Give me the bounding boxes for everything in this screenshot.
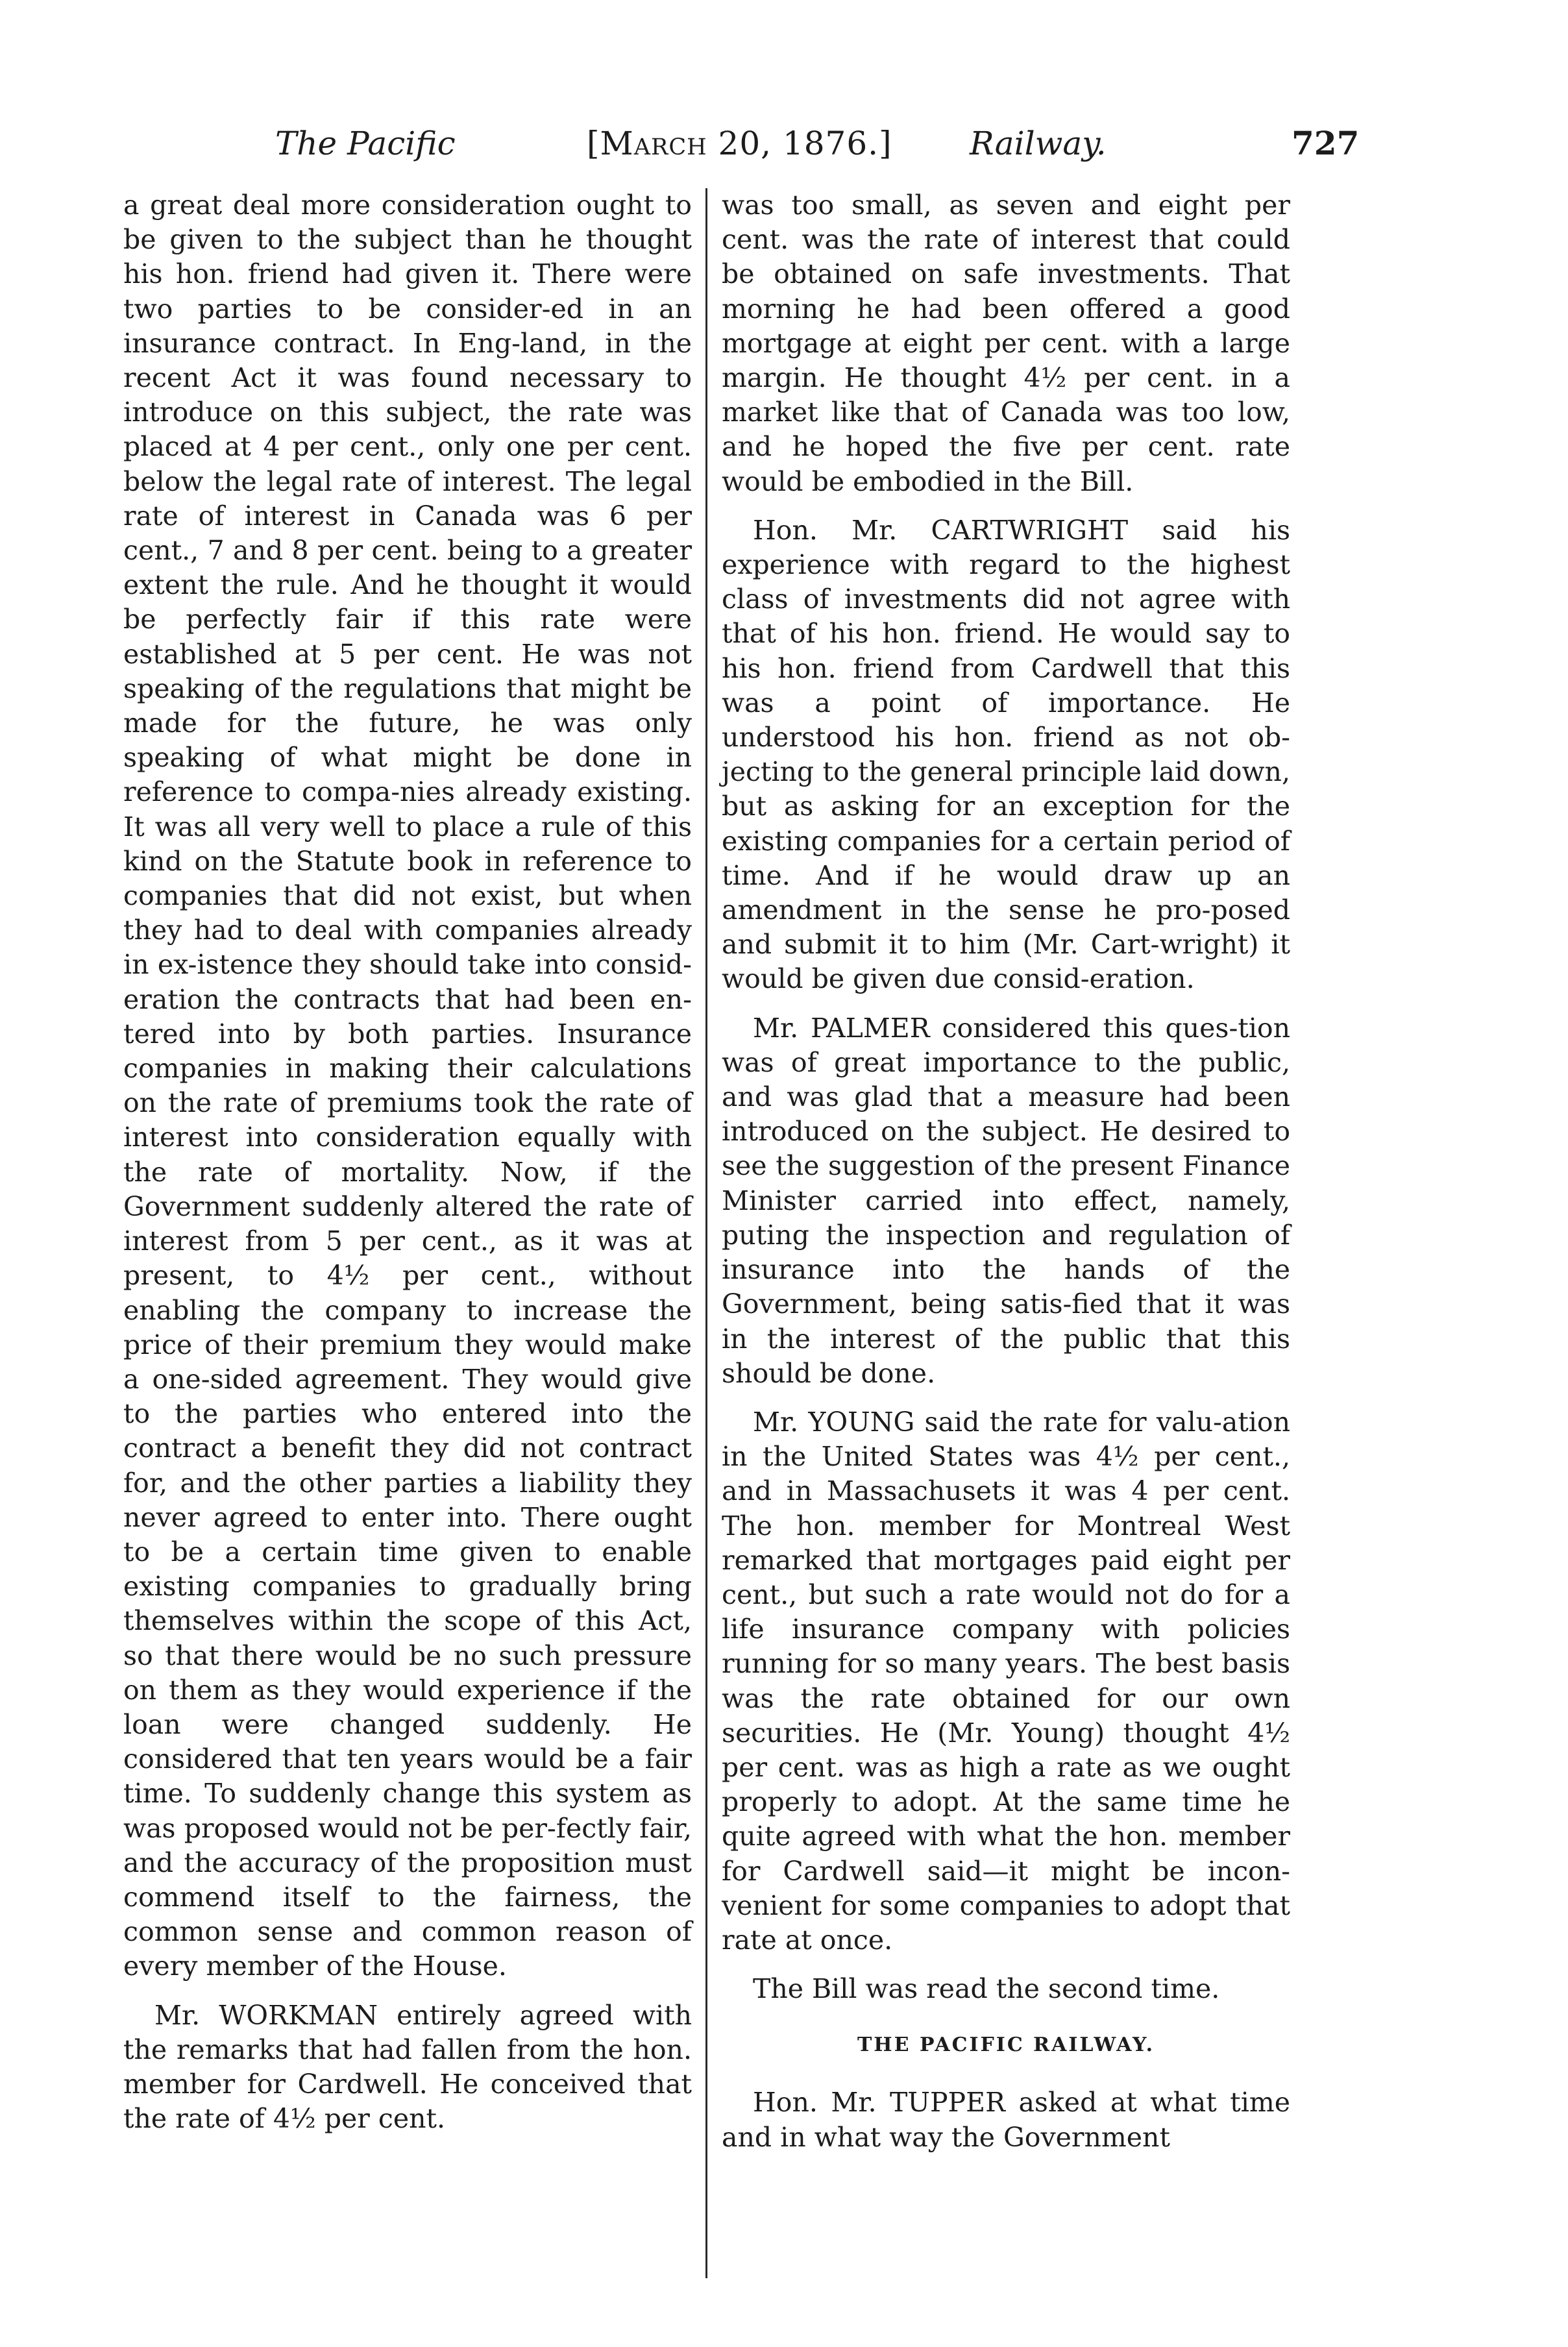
- header-date: [March 20, 1876.]: [587, 125, 892, 162]
- section-heading: THE PACIFIC RAILWAY.: [857, 2034, 1155, 2057]
- header-left-title: The Pacific: [275, 125, 456, 162]
- paragraph-continued-speech: a great deal more consideration ought to be given to the subject than he thought his hon. friend had given it. There were two parties to be consider-ed in an insurance contract. In Eng-land, in the recent Act it was found necessary to introduce on this subject, the rate was placed at 4 per cent., only one per cent. below the legal rate of interest. The legal rate of interest in Canada was 6 per cent., 7 and 8 per cent. being to a greater extent the rule. And he thought it would be perfectly fair if this rate were established at 5 per cent. He was not speaking of the regulations that might be made for the future, he was only speaking of what might be done in reference to compa-nies already existing. It was all very well to place a rule of this kind on the Statute book in reference to companies that did not exist, but when they had to deal with companies already in ex-istence they should take into consid-eration the contracts that had been en-tered into by both parties. Insurance companies in making their calculations on the rate of premiums took the rate of interest into consideration equally with the rate of mortality. Now, if the Government suddenly altered the rate of interest from 5 per cent., as it was at present, to 4½ per cent., without enabling the company to increase the price of their premium they would make a one-sided agreement. They would give to the parties who entered into the contract a benefit they did not contract for, and the other parties a liability they never agreed to enter into. There ought to be a certain time given to enable existing companies to gradually bring themselves within the scope of this Act, so that there would be no such pressure on them as they would experience if the loan were changed suddenly. He considered that ten years would be a fair time. To suddenly change this system as was proposed would not be per-fectly fair, and the accuracy of the proposition must commend itself to the fairness, the common sense and common reason of every member of the House.: [123, 190, 692, 1982]
- right-column: [722, 188, 1290, 2169]
- paragraph-second-reading: The Bill was read the second time.: [753, 1973, 1220, 2005]
- running-header: [0, 114, 1568, 173]
- paragraph-cartwright: Hon. Mr. CARTWRIGHT said his experience with regard to the highest class of investments did not agree with that of his hon. friend. He would say to his hon. friend from Cardwell that this was a point of importance. He understood his hon. friend as not ob-jecting to the general principle laid down, but as asking for an exception for the existing companies for a certain period of time. And if he would draw up an amendment in the sense he pro-posed and submit it to him (Mr. Cart-wright) it would be given due consid-eration.: [722, 514, 1290, 995]
- paragraph-young: Mr. YOUNG said the rate for valu-ation in the United States was 4½ per cent., and in Massachusets it was 4 per cent. The hon. member for Montreal West remarked that mortgages paid eight per cent., but such a rate would not do for a life insurance company with policies running for so many years. The best basis was the rate obtained for our own securities. He (Mr. Young) thought 4½ per cent. was as high a rate as we ought properly to adopt. At the same time he quite agreed with what the hon. member for Cardwell said—it might be incon-venient for some companies to adopt that rate at once.: [722, 1406, 1290, 1956]
- column-divider: [705, 188, 707, 2278]
- page-number: 727: [1292, 124, 1360, 162]
- paragraph-workman-continued: was too small, as seven and eight per cent. was the rate of interest that could be obtained on safe investments. That morning he had been offered a good mortgage at eight per cent. with a large margin. He thought 4½ per cent. in a market like that of Canada was too low, and he hoped the five per cent. rate would be embodied in the Bill.: [722, 190, 1290, 497]
- header-right-title: Railway.: [970, 125, 1107, 162]
- paragraph-workman: Mr. WORKMAN entirely agreed with the remarks that had fallen from the hon. member for Cardwell. He conceived that the rate of 4½ per cent.: [123, 1999, 692, 2135]
- paragraph-palmer: Mr. PALMER considered this ques-tion was of great importance to the public, and was glad that a measure had been introduced on the subject. He desired to see the suggestion of the present Finance Minister carried into effect, namely, puting the inspection and regulation of insurance into the hands of the Government, being satis-fied that it was in the interest of the public that this should be done.: [722, 1012, 1290, 1389]
- left-column: [123, 188, 692, 2150]
- paragraph-tupper: Hon. Mr. TUPPER asked at what time and in what way the Government: [722, 2087, 1290, 2153]
